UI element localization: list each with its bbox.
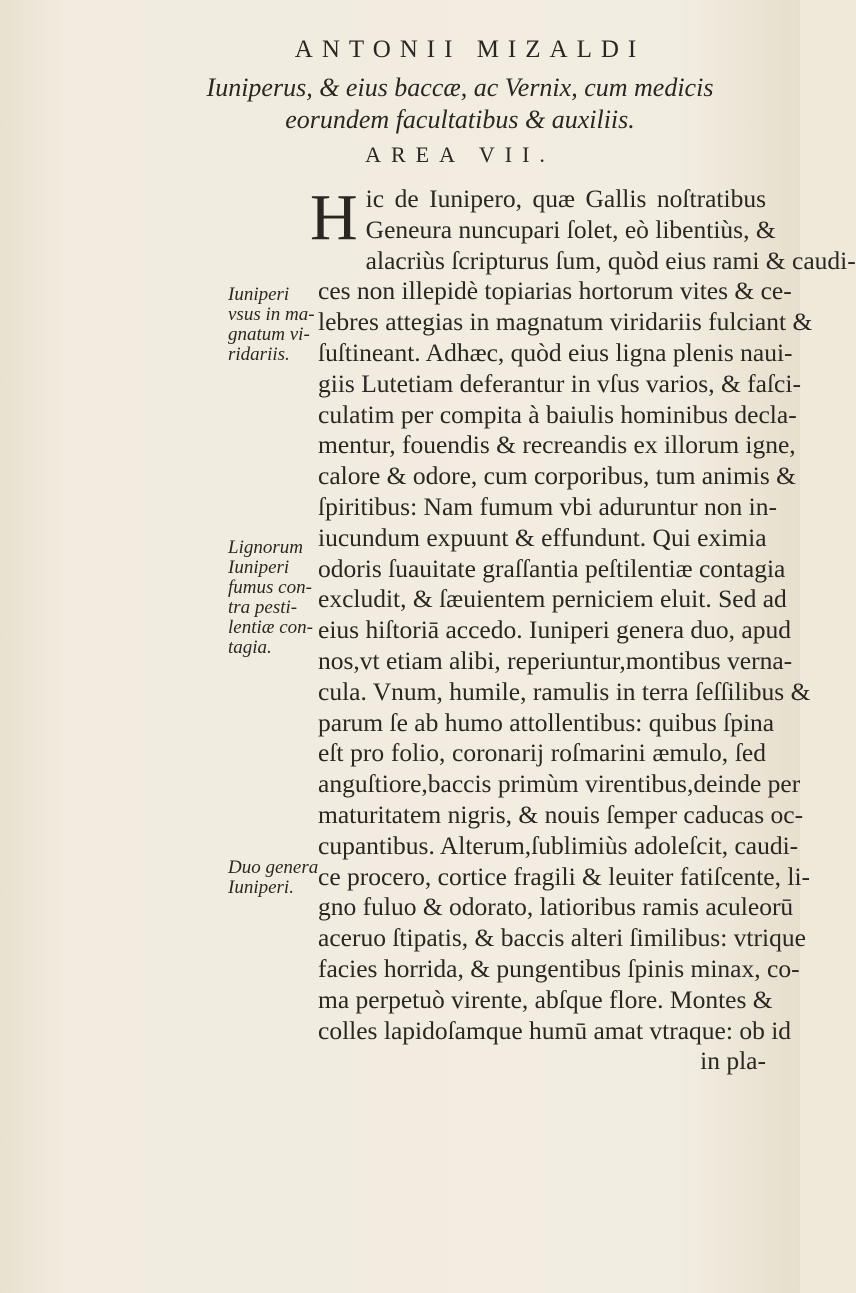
margin-note-line: Duo genera — [228, 857, 319, 878]
text-line: culatim per compita à baiulis hominibus decla- — [318, 399, 797, 429]
section-heading: AREA VII. — [365, 142, 555, 167]
text-line: gno fuluo & odorato, latioribus ramis aculeorū — [318, 892, 794, 922]
text-line: eius hiſtoriā accedo. Iuniperi genera duo, apud — [318, 615, 791, 645]
subtitle-line-2: eorundem facultatibus & auxiliis. — [285, 105, 635, 134]
running-head: ANTONII MIZALDI — [294, 36, 646, 63]
drop-cap: H — [310, 181, 358, 254]
text-line: ſuſtineant. Adhæc, quòd eius ligna plenis naui- — [318, 337, 793, 367]
text-line: aceruo ſtipatis, & baccis alteri ſimilibus: vtrique — [318, 923, 806, 953]
text-line: lebres attegias in magnatum viridariis fulciant & — [318, 307, 813, 337]
text-line: cupantibus. Alterum,ſublimiùs adoleſcit, caudi- — [318, 830, 799, 860]
margin-note-line: Iuniperi — [228, 557, 290, 578]
margin-note-line: Iuniperi. — [228, 877, 294, 898]
catchword: in pla- — [700, 1046, 766, 1076]
margin-note-line: Iuniperi — [228, 284, 290, 305]
text-line: ſpiritibus: Nam fumum vbi aduruntur non in- — [318, 491, 777, 521]
margin-note-line: ridariis. — [228, 344, 290, 365]
body-text — [310, 181, 856, 1077]
margin-note-line: lentiæ con- — [228, 617, 313, 638]
text-line: giis Lutetiam deferantur in vſus varios, & faſci- — [318, 368, 801, 398]
text-line: Geneura nuncupari ſolet, eò libentiùs, & — [365, 214, 776, 244]
text-line: calore & odore, cum corporibus, tum animis & — [318, 461, 797, 491]
margin-note-line: tra pesti- — [228, 597, 298, 618]
text-line: nos,vt etiam alibi, reperiuntur,montibus verna- — [318, 645, 793, 675]
text-line: excludit, & ſæuientem perniciem eluit. Sed ad — [318, 584, 787, 614]
text-line: ic de Iunipero, quæ Gallis noſtratibus — [365, 184, 766, 213]
chapter-subtitle — [120, 72, 800, 136]
text-line: iucundum expuunt & effundunt. Qui eximia — [318, 522, 767, 552]
text-line: odoris ſuauitate graſſantia peſtilentiæ contagia — [318, 553, 786, 583]
text-line: colles lapidoſamque humū amat vtraque: ob id — [318, 1015, 792, 1045]
margin-note-line: fumus con- — [228, 577, 312, 598]
text-line: facies horrida, & pungentibus ſpinis minax, co- — [318, 953, 800, 983]
text-line: alacriùs ſcripturus ſum, quòd eius rami & caudi- — [365, 245, 856, 275]
text-line: ma perpetuò virente, abſque flore. Montes & — [318, 984, 773, 1014]
text-line: maturitatem nigris, & nouis ſemper caducas oc- — [318, 799, 804, 829]
subtitle-line-1: Iuniperus, & eius baccæ, ac Vernix, cum medicis — [206, 73, 714, 102]
margin-note-line: gnatum vi- — [228, 324, 310, 345]
text-line: eſt pro folio, coronarij roſmarini æmulo, ſed — [318, 738, 766, 768]
text-line: parum ſe ab humo attollentibus: quibus ſpina — [318, 707, 775, 737]
margin-note-line: tagia. — [228, 637, 272, 658]
text-line: mentur, fouendis & recreandis ex illorum igne, — [318, 430, 796, 460]
text-line: cula. Vnum, humile, ramulis in terra ſeſſilibus & — [318, 676, 811, 706]
margin-note-line: Lignorum — [228, 537, 303, 558]
text-line: ce procero, cortice fragili & leuiter fatiſcente, li- — [318, 861, 811, 891]
text-line: ces non illepidè topiarias hortorum vites & ce- — [318, 276, 792, 306]
text-line: anguſtiore,baccis primùm virentibus,deinde per — [318, 769, 801, 799]
margin-note-line: vsus in ma- — [228, 304, 315, 325]
page-header — [0, 36, 800, 168]
